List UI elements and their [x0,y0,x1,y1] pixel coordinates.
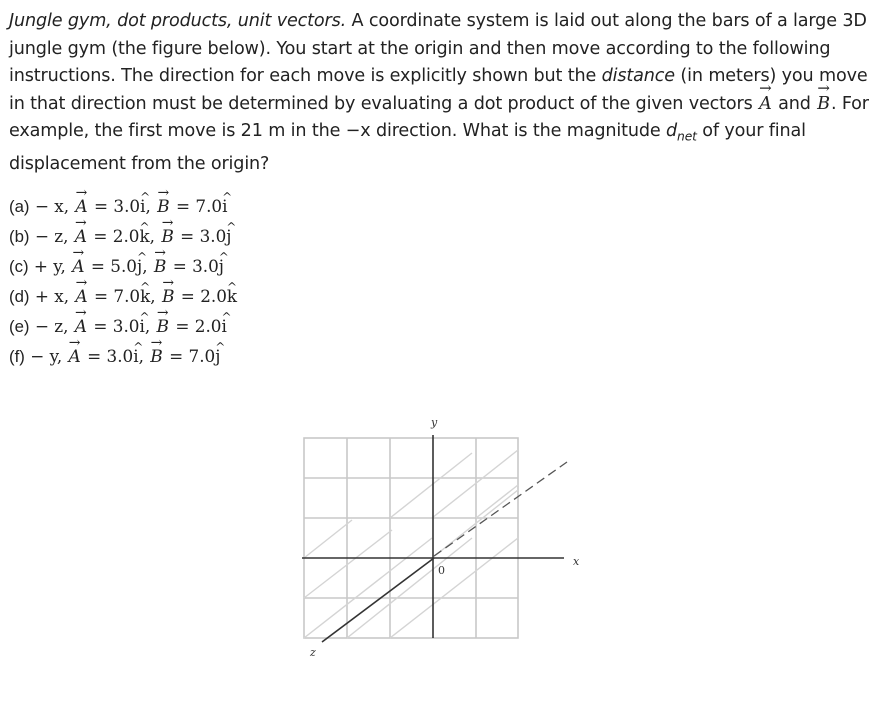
parts-list [9,190,237,370]
part-a-value: 3.0 [106,346,134,366]
unit-vector: ^ j [215,340,220,372]
and-word: and [772,93,817,114]
z-axis-dashed [434,462,567,556]
unit-vector: ^ i [139,310,144,342]
x-axis-label: x [573,555,580,568]
unit-vector: ^ j [219,250,224,282]
part-a-value: 3.0 [112,316,140,336]
part-b-value: 2.0 [194,316,222,336]
unit-vector: ^ j [226,220,231,252]
part-e: (e) − z, → A = 3.0^ i, → B = 2.0^ i [9,310,237,340]
jungle-gym-diagram [292,410,592,660]
part-b-value: 3.0 [192,256,219,276]
z-axis-label: z [310,646,316,659]
part-label: (c) [9,257,29,276]
part-d: (d) + x, → A = 7.0^ k, → B = 2.0^ k [9,280,237,310]
unit-vector: ^ i [140,190,145,222]
part-label: (a) [9,197,30,216]
part-direction: + y, [28,256,66,276]
distance-word: distance [601,66,675,86]
part-a-value: 5.0 [110,256,137,276]
part-direction: − y, [24,346,63,366]
part-a: (a) − x, → A = 3.0^ i, → B = 7.0^ i [9,190,237,220]
part-direction: − z, [29,226,69,246]
problem-intro-1: A coordinate system is laid out along the bars of a large 3D jungle gym (the figure below). You start at the origin and then move according to the following instructions. The direction for each move is explicitly shown but the [9,11,867,86]
problem-intro-4: of your final displacement from the origin? [9,121,806,175]
part-b-value: 7.0 [195,196,223,216]
problem-intro-2: (in meters) you move in that direction must be determined by evaluating a dot product of the given vectors [9,66,868,114]
unit-vector: ^ k [140,280,150,312]
part-direction: + x, [29,286,70,306]
part-a-value: 7.0 [113,286,141,306]
part-a-value: 2.0 [112,226,140,246]
part-f: (f) − y, → A = 3.0^ i, → B = 7.0^ j [9,340,237,370]
unit-vector: ^ i [133,340,138,372]
unit-vector: ^ k [227,280,237,312]
jungle-gym-figure [292,410,592,660]
part-label: (e) [9,317,30,336]
part-a-value: 3.0 [113,196,141,216]
part-b: (b) − z, → A = 2.0^ k, → B = 3.0^ j [9,220,237,250]
y-axis-label: y [431,416,438,429]
part-b-value: 3.0 [199,226,227,246]
part-label: (b) [9,227,30,246]
part-direction: − z, [29,316,69,336]
unit-vector: ^ k [139,220,149,252]
d-net-symbol: $d_{net}$ [666,121,697,144]
vector-b-symbol: → B [816,91,831,119]
unit-vector: ^ i [221,310,226,342]
part-label: (f) [9,347,25,366]
origin-label: 0 [438,564,445,577]
unit-vector: ^ j [137,250,142,282]
unit-vector: ^ i [222,190,227,222]
part-c: (c) + y, → A = 5.0^ j, → B = 3.0^ j [9,250,237,280]
part-b-value: 7.0 [188,346,216,366]
part-direction: − x, [29,196,70,216]
part-label: (d) [9,287,30,306]
vector-a-symbol: → A [758,91,773,119]
part-b-value: 2.0 [200,286,227,306]
problem-intro-3: . For example, the first move is 21 m in the −x direction. What is the magnitude [9,93,869,141]
problem-title: Jungle gym, dot products, unit vectors. [9,11,347,31]
problem-statement [9,8,881,179]
